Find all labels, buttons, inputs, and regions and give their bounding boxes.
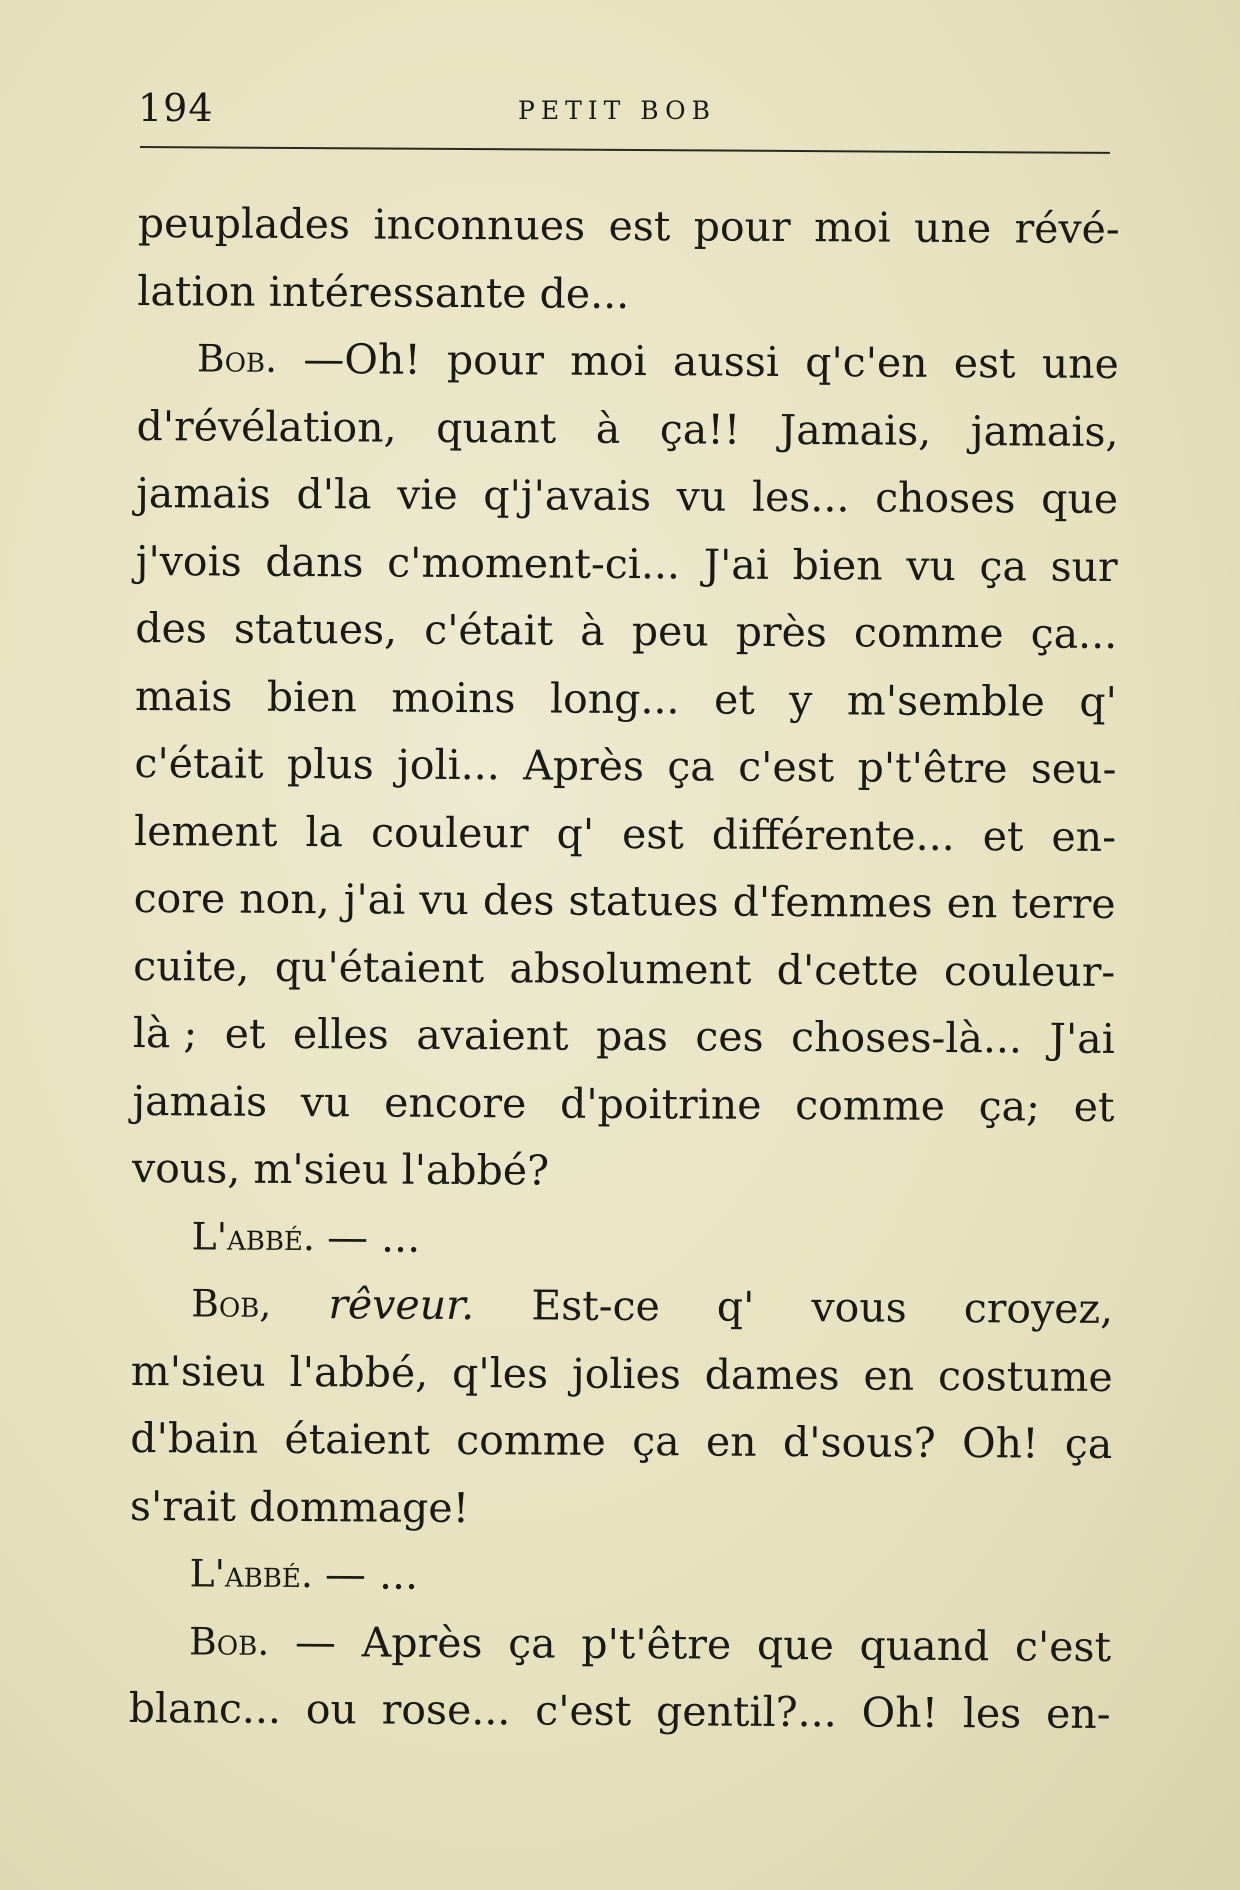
word: plus [286, 739, 374, 789]
text-line [135, 595, 1117, 668]
text-line [133, 932, 1115, 1005]
word: est [608, 201, 671, 251]
word: bien [266, 672, 358, 721]
header-rule [140, 146, 1110, 154]
word: core [133, 873, 226, 923]
word: d'femmes [732, 877, 933, 927]
word: — ... [326, 1212, 421, 1262]
word: costume [937, 1351, 1113, 1401]
word: en [705, 1417, 757, 1466]
word: —Oh! [303, 335, 421, 384]
word: pour [446, 335, 545, 385]
word: ça!! [659, 404, 741, 454]
word: ça... [1030, 609, 1118, 658]
word: comme [853, 608, 1004, 658]
word: encore [384, 1078, 527, 1127]
word: comme [795, 1080, 946, 1130]
word: long... [549, 674, 680, 723]
word: l'abbé, [289, 1347, 429, 1397]
word: et [713, 675, 755, 724]
word: elles [292, 1009, 389, 1059]
word: j'ai [343, 875, 406, 924]
running-title: PETIT BOB [518, 96, 716, 125]
word: aussi [672, 337, 780, 386]
word: vie [397, 470, 458, 519]
word: inconnues [373, 200, 586, 250]
word: l'abbé? [401, 1145, 550, 1195]
word: d'bain [130, 1413, 259, 1463]
speaker-name: L'abbé. [191, 1213, 316, 1259]
word: en- [1045, 1689, 1111, 1738]
word: pas [595, 1011, 668, 1061]
text-line [131, 1337, 1113, 1410]
word: ou [305, 1685, 358, 1734]
word: qu'étaient [274, 942, 485, 992]
word: moi [569, 336, 647, 386]
word: q' [1079, 677, 1118, 726]
text-line [135, 662, 1117, 735]
word: dommage! [248, 1482, 470, 1532]
word: statues, [233, 604, 398, 654]
word: mais [134, 671, 233, 721]
word: vu [906, 541, 957, 590]
word: ça; [978, 1081, 1041, 1131]
word: vous [811, 1283, 907, 1332]
word: Jamais, [779, 405, 932, 455]
word: lement [133, 806, 278, 856]
word: près [735, 607, 828, 657]
word: en- [1051, 812, 1117, 861]
text-line [136, 460, 1118, 533]
word: c'est [535, 1686, 632, 1736]
word: c'est [1014, 1621, 1112, 1671]
text-line [130, 1472, 1112, 1545]
word: là ; [132, 1008, 198, 1058]
stage-direction: rêveur. [328, 1280, 475, 1330]
word: peu [631, 607, 709, 656]
word: q' [716, 1282, 755, 1331]
text-line [132, 1067, 1114, 1140]
word: q'les [451, 1348, 549, 1398]
word: une [913, 203, 992, 253]
word: des [135, 603, 208, 653]
text-line [136, 392, 1118, 465]
text-line [137, 257, 1119, 330]
word: ça [1064, 1419, 1113, 1468]
word: peuplades [137, 198, 351, 249]
word: des [482, 876, 555, 925]
word: Oh! [961, 1419, 1039, 1468]
word: Oh! [861, 1688, 939, 1737]
word: croyez, [963, 1284, 1114, 1333]
word: Après [523, 741, 645, 791]
word: révé- [1014, 204, 1120, 253]
word: couleur- [943, 946, 1116, 996]
text-line [138, 190, 1120, 263]
word: — ... [324, 1550, 419, 1599]
word: étaient [284, 1414, 431, 1464]
word: d'sous? [782, 1417, 936, 1467]
word: intéressante [268, 267, 527, 317]
word: c'était [134, 738, 264, 788]
text-line [131, 1270, 1113, 1343]
word: sur [1050, 542, 1118, 591]
word: de... [539, 268, 630, 318]
word: c'moment-ci... [387, 538, 681, 588]
word: d'poitrine [559, 1079, 762, 1129]
page-header [138, 86, 1108, 136]
word: statues [568, 876, 719, 926]
word: bien [792, 540, 883, 590]
word: q'j'avais [483, 471, 652, 521]
word: m'sieu [253, 1144, 389, 1194]
word: moi [813, 203, 891, 252]
word: une [1041, 339, 1120, 388]
text-line [131, 1202, 1113, 1275]
word: lation [137, 266, 256, 316]
text-line [137, 325, 1119, 398]
word: quant [436, 403, 557, 453]
word: comme [456, 1415, 607, 1465]
word: différente... [711, 810, 955, 860]
word: couleur [370, 807, 529, 857]
word: les... [751, 472, 850, 522]
word: dames [704, 1349, 840, 1399]
word: ça [979, 541, 1028, 590]
speaker-name: Bob. [189, 1618, 270, 1664]
word: en [946, 878, 998, 928]
word: et [224, 1009, 266, 1058]
word: vous, [131, 1143, 241, 1193]
body-text [129, 190, 1120, 1748]
word: pour [693, 202, 791, 251]
word: c'est [738, 742, 835, 792]
word: jamais, [970, 406, 1119, 456]
word: les [962, 1689, 1022, 1738]
word: d'révélation, [136, 401, 397, 452]
text-line [133, 1000, 1115, 1073]
word: que [1041, 474, 1119, 523]
word: dans [265, 537, 364, 586]
word: c'était [424, 605, 554, 655]
word: J'ai [703, 539, 770, 589]
word: m'sieu [130, 1346, 266, 1396]
word: vu [300, 1077, 351, 1126]
word: ça [508, 1618, 556, 1668]
word: cuite, [133, 941, 250, 991]
word: est [621, 809, 685, 858]
word: quand [859, 1620, 990, 1670]
word: ça [667, 742, 715, 791]
page-number: 194 [138, 86, 214, 130]
word: et [1073, 1082, 1115, 1131]
word: seu- [1030, 744, 1117, 793]
word: que [756, 1620, 834, 1669]
word: en [863, 1350, 915, 1400]
word: q' [556, 809, 595, 858]
text-line [136, 527, 1118, 600]
text-line [129, 1540, 1111, 1613]
text-line [129, 1675, 1111, 1748]
word: à [580, 606, 605, 655]
word: Est-ce [531, 1281, 660, 1331]
speaker-name: Bob. [196, 336, 278, 381]
word: non, [239, 874, 330, 924]
text-line [134, 730, 1116, 803]
word: la [305, 807, 344, 856]
text-line [130, 1405, 1112, 1478]
word: joli... [396, 740, 500, 790]
word: — [294, 1617, 337, 1666]
word: et [982, 811, 1024, 860]
word: est [953, 338, 1016, 388]
text-line [133, 865, 1115, 938]
word: jamais [136, 468, 271, 518]
speaker-name: L'abbé. [189, 1551, 314, 1597]
text-line [134, 797, 1116, 870]
word: choses-là... [790, 1013, 1023, 1063]
word: d'cette [776, 945, 919, 995]
word: q'c'en [805, 338, 928, 387]
text-line [132, 1135, 1114, 1208]
word: Après [361, 1617, 483, 1667]
word: y [789, 675, 813, 724]
word: d'la [296, 469, 372, 519]
text-line [129, 1607, 1111, 1680]
word: rose... [381, 1685, 511, 1735]
word: j'vois [135, 536, 242, 586]
word: choses [875, 473, 1016, 523]
word: absolument [509, 943, 752, 994]
word: jolies [571, 1349, 682, 1398]
word: p't'être [857, 743, 1008, 793]
word: gentil?... [655, 1687, 837, 1737]
word: s'rait [129, 1481, 237, 1531]
word: moins [391, 673, 516, 722]
word: ça [632, 1417, 680, 1466]
word: J'ai [1049, 1014, 1115, 1063]
word: vu [676, 472, 727, 521]
word: blanc... [128, 1683, 282, 1733]
word: p't'être [581, 1619, 732, 1669]
speaker-name: Bob, [191, 1281, 272, 1326]
word: avaient [416, 1010, 569, 1060]
word: m'semble [846, 675, 1046, 726]
word: vu [419, 875, 470, 925]
word: terre [1011, 879, 1116, 928]
word: jamais [132, 1076, 268, 1126]
word: à [595, 404, 621, 453]
word: ces [695, 1012, 764, 1061]
